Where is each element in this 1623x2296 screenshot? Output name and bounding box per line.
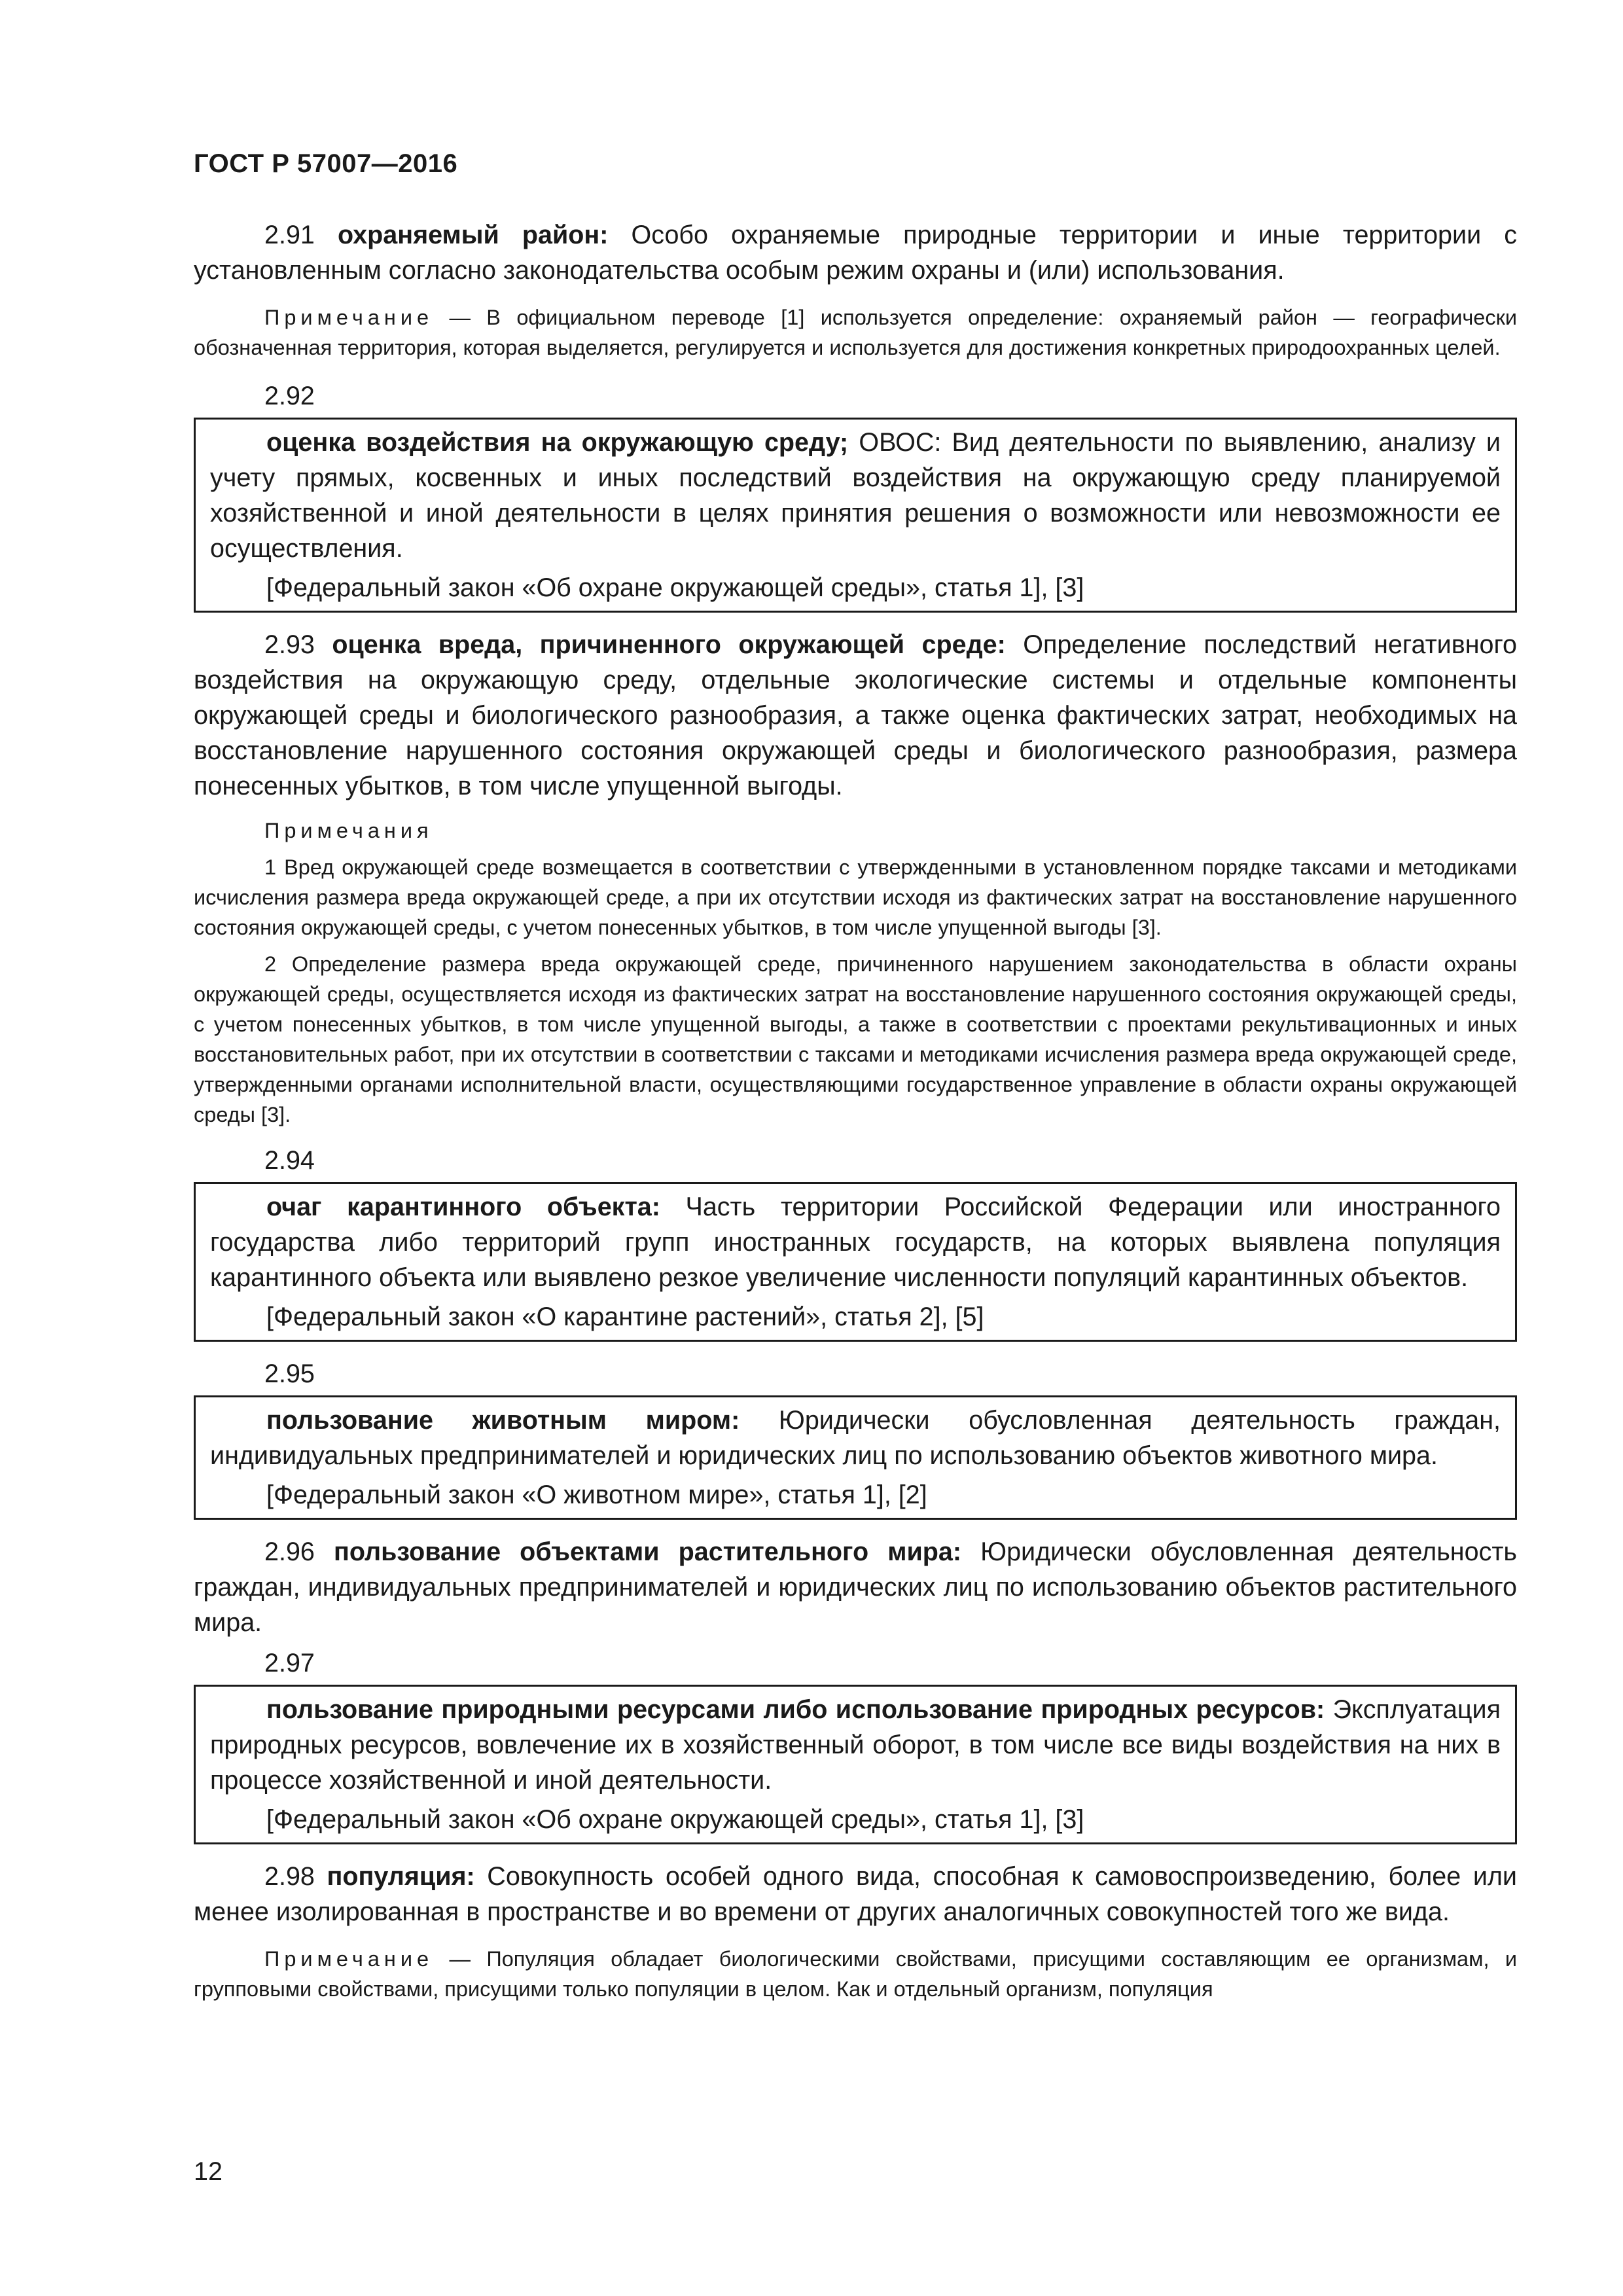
page-content	[194, 217, 1517, 2020]
entry-2-97-box	[194, 1685, 1517, 1844]
page-number: 12	[194, 2157, 223, 2186]
entry-definition: Совокупность особей одного вида, способная к самовоспроизведению, более или менее изолированная в пространстве и во времени от других аналогичных совокупностей того же вида.	[194, 1862, 1517, 1926]
entry-definition: Эксплуатация природных ресурсов, вовлечение их в хозяйственный оборот, в том числе все виды воздействия на них в процессе хозяйственной и иной деятельности.	[210, 1695, 1501, 1795]
entry-reference: [Федеральный закон «О карантине растений», статья 2], [5]	[266, 1302, 984, 1331]
entry-number: 2.92	[264, 382, 315, 410]
entry-2-94-box	[194, 1182, 1517, 1342]
entry-reference: [Федеральный закон «Об охране окружающей среды», статья 1], [3]	[266, 1805, 1084, 1834]
entry-2-98	[194, 1859, 1517, 1929]
entry-2-98-note	[194, 1944, 1517, 2004]
entry-definition: Определение последствий негативного воздействия на окружающую среду, отдельные экологические системы и отдельные компоненты окружающей среды и биологического разнообразия, а также оценка фактических затрат, необходимых на восстановление нарушенного состояния окружающей среды и биологического разнообразия, размера понесенных убытков, в том числе упущенной выгоды.	[194, 630, 1517, 800]
entry-term: пользование природными ресурсами либо использование природных ресурсов:	[266, 1695, 1325, 1724]
entry-term: очаг карантинного объекта:	[266, 1193, 660, 1221]
notes-heading	[194, 816, 1517, 846]
entry-term: оценка воздействия на окружающую среду;	[266, 428, 849, 457]
entry-2-97	[210, 1692, 1501, 1798]
entry-term: пользование животным миром:	[266, 1406, 740, 1435]
entry-2-91-note	[194, 302, 1517, 363]
entry-definition: Юридически обусловленная деятельность граждан, индивидуальных предпринимателей и юридических лиц по использованию объектов растительного мира.	[194, 1537, 1517, 1637]
entry-number: 2.96	[264, 1537, 315, 1566]
entry-number: 2.97	[264, 1649, 315, 1677]
entry-definition: Часть территории Российской Федерации или иностранного государства либо территорий групп иностранных государств, на которых выявлена популяция карантинного объекта или выявлено резкое увеличение численности популяций карантинных объектов.	[210, 1193, 1501, 1292]
entry-term: популяция:	[327, 1862, 475, 1891]
entry-term: пользование объектами растительного мира:	[334, 1537, 962, 1566]
entry-2-95-box	[194, 1395, 1517, 1520]
entry-2-95	[210, 1403, 1501, 1473]
entry-number: 2.93	[264, 630, 315, 659]
entry-2-92	[210, 425, 1501, 566]
note-text: — Популяция обладает биологическими свойствами, присущими составляющим ее организмам, и групповыми свойствами, присущими только популяции в целом. Как и отдельный организм, популяция	[194, 1947, 1517, 2001]
note-label: Примечание	[264, 1947, 434, 1971]
entry-2-93	[194, 627, 1517, 804]
entry-definition: Юридически обусловленная деятельность граждан, индивидуальных предпринимателей и юридических лиц по использованию объектов животного мира.	[210, 1406, 1501, 1470]
entry-number: 2.98	[264, 1862, 315, 1891]
entry-number: 2.95	[264, 1359, 315, 1388]
entry-term: оценка вреда, причиненного окружающей среде:	[332, 630, 1006, 659]
entry-definition: ОВОС: Вид деятельности по выявлению, анализу и учету прямых, косвенных и иных последствий воздействия на окружающую среду планируемой хозяйственной и иной деятельности в целях принятия решения о возможности или невозможности ее осуществления.	[210, 428, 1501, 563]
entry-reference: [Федеральный закон «О животном мире», статья 1], [2]	[266, 1480, 927, 1509]
note-text: — В официальном переводе [1] используется определение: охраняемый район — географически обозначенная территория, которая выделяется, регулируется и используется для достижения конкретных природоохранных целей.	[194, 306, 1517, 359]
entry-2-91	[194, 217, 1517, 288]
entry-2-93-note-1: 1 Вред окружающей среде возмещается в соответствии с утвержденными в установленном порядке таксами и методиками исчисления размера вреда окружающей среде, а при их отсутствии исходя из фактических затрат на восстановление нарушенного состояния окружающей среды, с учетом понесенных убытков, в том числе упущенной выгоды [3].	[194, 855, 1517, 939]
entry-2-92-box	[194, 418, 1517, 613]
entry-2-96	[194, 1534, 1517, 1640]
entry-number: 2.91	[264, 221, 315, 249]
entry-2-94	[210, 1189, 1501, 1295]
entry-definition: Особо охраняемые природные территории и иные территории с установленным согласно законодательства особым режим охраны и (или) использования.	[194, 221, 1517, 285]
entry-term: охраняемый район:	[338, 221, 609, 249]
entry-reference: [Федеральный закон «Об охране окружающей среды», статья 1], [3]	[266, 573, 1084, 602]
note-label: Примечание	[264, 306, 434, 329]
standard-header: ГОСТ Р 57007—2016	[194, 149, 458, 178]
entry-number: 2.94	[264, 1146, 315, 1175]
notes-label: Примечания	[264, 819, 433, 842]
entry-2-93-note-2: 2 Определение размера вреда окружающей среде, причиненного нарушением законодательства в области охраны окружающей среды, осуществляется исходя из фактических затрат на восстановление нарушенного состояния окружающей среды, с учетом понесенных убытков, в том числе упущенной выгоды, а также в соответствии с проектами рекультивационных и иных восстановительных работ, при их отсутствии в соответствии с таксами и методиками исчисления размера вреда окружающей среде, утвержденными органами исполнительной власти, осуществляющими государственное управление в области охраны окружающей среды [3].	[194, 952, 1517, 1126]
